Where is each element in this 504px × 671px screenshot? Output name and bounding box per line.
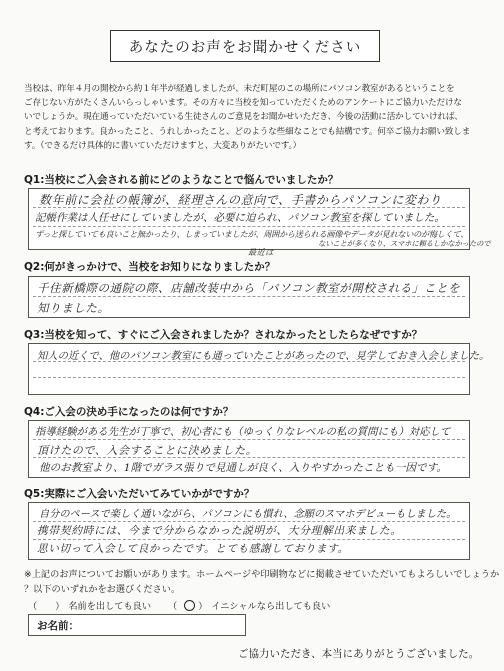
name-field[interactable]: [28, 614, 246, 636]
ruled-line: [33, 539, 465, 540]
option-label: 名前を出しても良い: [68, 601, 152, 612]
ruled-line: [33, 439, 465, 440]
thanks-message: ご協力いただき、本当にありがとうございました。: [238, 648, 480, 660]
handwritten-answer-line: 記帳作業は人任せにしていましたが、必要に迫られ、パソコン教室を探していました。: [35, 212, 445, 224]
question-5-answer-box[interactable]: [28, 502, 470, 560]
ruled-line: [33, 226, 465, 227]
paren-close: ）: [198, 601, 208, 612]
handwritten-answer-line: 自分のペースで楽しく通いながら、パソコンにも慣れ、念願のスマホデビューもしました。: [39, 509, 457, 520]
publication-consent-note: [24, 567, 500, 597]
intro-line: いでしょうか。現在通っていただいている生徒さんのご意見をお聞かせいただき、今後の活動に活かしていければ、: [24, 112, 463, 123]
ruled-line: [33, 521, 465, 522]
name-label: お名前：: [37, 619, 79, 632]
question-4-answer-box[interactable]: [28, 420, 470, 478]
intro-text: [24, 82, 492, 153]
handwritten-answer-line: 指導経験がある先生が丁寧で、初心者にも（ゆっくりなレベルの私の質問にも）対応して: [35, 426, 451, 438]
handwritten-answer-line: 他のお教室より、1階でガラス張りで見通しが良く、入りやすかったことも一因です。: [39, 462, 447, 474]
question-2-answer-box[interactable]: [28, 276, 470, 318]
paren-close: ）: [55, 601, 65, 612]
ruled-line: [33, 377, 465, 378]
paren-open: （: [28, 601, 38, 612]
note-line: ？以下のいずれかをお選びください。: [24, 584, 181, 595]
ruled-line: [33, 296, 465, 297]
question-5-label: Q5:実際にご入会いただいてみていかがですか？: [24, 488, 255, 500]
handwritten-answer-line: ずっと探していても良いこと無かったり、しまっていましたが、周囲から送られる画像やデータが見れないのが悔しくて、: [35, 229, 469, 239]
question-1-label: Q1:当校にご入会される前にどのようなことで悩んでいましたか？: [24, 174, 339, 186]
option-initial-ok[interactable]: [168, 598, 330, 612]
question-3-label: Q3:当校を知って、すぐにご入会されましたか？されなかったとしたらなぜですか？: [24, 329, 423, 341]
survey-title: あなたのお声をお聞かせください: [110, 30, 380, 62]
handwritten-answer-line: 頂けたので、入会することに決めました。: [37, 444, 258, 457]
option-label: イニシャルなら出しても良い: [211, 601, 331, 612]
intro-line: ご存じない方がたくさんいらっしゃいます。その方々に当校を知っていただくためのアンケートにご協力いただけな: [24, 98, 462, 109]
intro-line: 当校は、昨年４月の開校から約１年半が経過しましたが、未だ町屋のこの場所にパソコン教室があるということを: [24, 84, 455, 94]
option-name-ok[interactable]: [28, 598, 151, 612]
question-4-label: Q4:ご入会の決め手になったのは何ですか？: [24, 406, 234, 418]
intro-line: す。（できるだけ具体的に書いていただけますと、大変ありがたいです。）: [24, 140, 302, 151]
handwritten-answer-line: 知人の近くで、他のパソコン教室にも通っていたことがあったので、見学しておき入会しました。: [37, 350, 490, 362]
note-line: ※上記のお声についてお願いがあります。ホームページや印刷物などに掲載させていただいてもよろしいでしょうか: [24, 569, 500, 580]
handwritten-answer-line: 数年前に会社の帳簿が、経理さんの意向で、手書からパソコンに変わり: [39, 193, 442, 207]
handwritten-answer-line: 思い切って入会して良かったです。とても感謝しております。: [37, 543, 349, 555]
handwritten-answer-line: 携帯契約時には、今まで分からなかった説明が、大分理解出来ました。: [37, 524, 402, 537]
handwritten-margin-note: 最近は: [248, 248, 274, 257]
handwritten-overflow-line: ないことが多くなり、スマホに頼るしかなかったので: [318, 239, 491, 248]
intro-line: と考えております。良かったこと、うれしかったこと、どのような些細なことでも結構です。何卒ご協力お願い致しま: [24, 126, 471, 137]
question-3-answer-box[interactable]: [28, 343, 490, 395]
circle-check-icon[interactable]: [184, 600, 195, 611]
handwritten-answer-line: 知りました。: [37, 301, 110, 315]
paren-open: （: [168, 601, 178, 612]
handwritten-answer-line: 千住新橋際の通院の際、店舗改装中から「パソコン教室が開校される」ことを: [37, 281, 461, 295]
question-2-label: Q2:何がきっかけで、当校をお知りになりましたか？: [24, 261, 276, 273]
